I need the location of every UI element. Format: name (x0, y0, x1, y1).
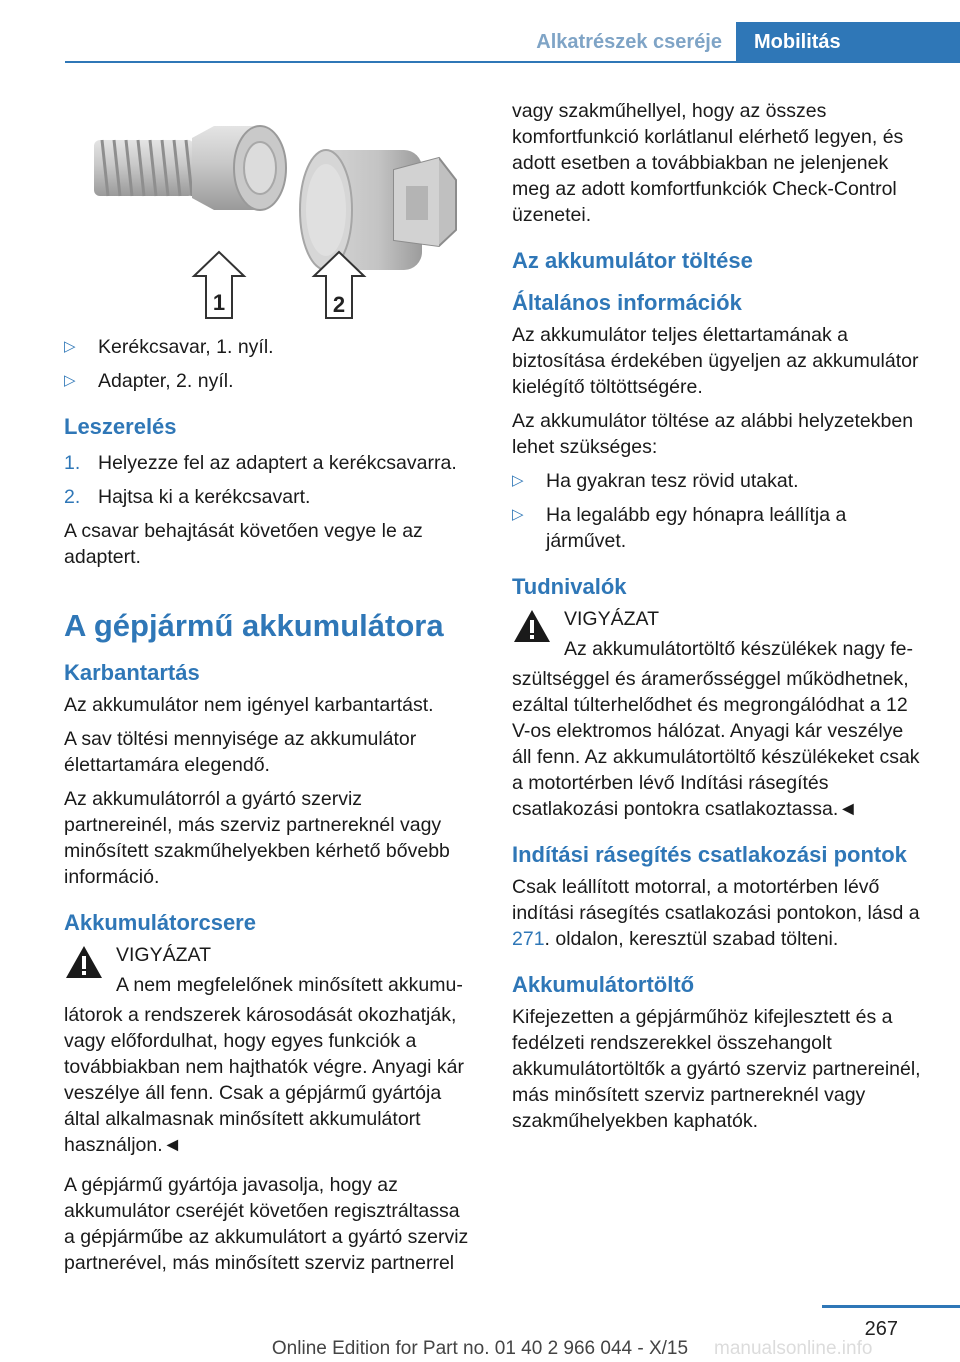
page-number: 267 (864, 1318, 898, 1340)
paragraph: Az akkumulátor nem igényel karbantartást. (64, 694, 434, 716)
list-item: 2. Hajtsa ki a kerékcsavart. (64, 486, 311, 508)
triangle-bullet-icon: ▷ (64, 338, 76, 355)
header-section-title: Alkatrészek cseréje (536, 31, 722, 53)
heading-altalanos: Általános információk (512, 290, 742, 315)
heading-akkumulatorcsere: Akkumulátorcsere (64, 910, 256, 935)
paragraph: A gépjármű gyártója javasolja, hogy az akkumulátor cseréjét követően regisztráltassa a gépjárműbe az akkumulátort a gyártó szerviz partnerével, más minősített szerviz partnerrel (64, 1174, 469, 1274)
arrow-2-label: 2 (332, 292, 346, 317)
paragraph: A csavar behajtását követően vegye le az adaptert. (64, 520, 423, 568)
warning-triangle-icon (512, 608, 552, 644)
paragraph: vagy szakműhellyel, hogy az összes komfortfunkció korlátlanul elérhető legyen, és adott esetben a továbbiakban ne jelenjenek meg az adott komfortfunkciók Check-Control üzenetei. (512, 100, 904, 226)
header-chapter-tab: Mobilitás (736, 22, 960, 62)
paragraph: Csak leállított motorral, a motortérben lévő indítási rásegítés csatlakozási pontokon, lásd a 271. oldalon, keresztül szabad tölteni. (512, 876, 920, 950)
list-item: ▷ Ha gyakran tesz rövid utakat. (512, 470, 799, 492)
wheel-bolt-illustration (64, 90, 475, 330)
paragraph: Az akkumulátor teljes élettartamának a biztosítása érdekében ügyeljen az akkumulátor kielégítő töltöttségére. (512, 324, 919, 398)
arrow-1-icon (194, 252, 244, 318)
paragraph: Az akkumulátorról a gyártó szerviz partnereinél, más szerviz partnereknél vagy minősített szakműhelyekben kérhető bővebb információ. (64, 788, 450, 888)
watermark: manualsonline.info (714, 1338, 873, 1359)
warning-block (512, 606, 923, 666)
figure-legend-list (64, 334, 475, 394)
heading-akkumulatortolto: Akkumulátortöltő (512, 972, 695, 997)
list-item: ▷ Adapter, 2. nyíl. (64, 370, 234, 392)
paragraph: Az akkumulátor töltése az alábbi helyzetekben lehet szükséges: (512, 410, 914, 458)
page-link-271[interactable]: 271 (512, 928, 545, 950)
bolt-thread (94, 140, 194, 196)
adapter (300, 150, 456, 270)
heading-tudnivalok: Tudnivalók (512, 574, 627, 599)
paragraph: A sav töltési mennyisége az akkumulátor élettartamára elegendő. (64, 728, 417, 776)
list-item: ▷ Kerékcsavar, 1. nyíl. (64, 336, 274, 358)
situations-list (512, 468, 923, 554)
paragraph: Kifejezetten a gépjárműhöz kifejlesztett és a fedélzeti rendszerekkel összehangolt akkumulátortöltők a gyártó szerviz partnereinél, más minősített szerviz partnereknél vagy szakműhelyekben kaphatók. (512, 1006, 921, 1132)
right-column (512, 90, 923, 1142)
warning-title: VIGYÁZAT (564, 608, 659, 630)
triangle-bullet-icon: ▷ (64, 372, 76, 389)
triangle-bullet-icon: ▷ (512, 472, 524, 489)
warning-block (64, 942, 475, 1002)
bolt-head (192, 126, 286, 210)
heading-inditasi: Indítási rásegítés csatlakozási pontok (512, 842, 907, 867)
warning-triangle-icon (64, 944, 104, 980)
warning-first-line: Az akkumulátortöltő készülékek nagy fe- (564, 638, 914, 660)
steps-list (64, 450, 475, 510)
warning-text: szültséggel és áramerősséggel működhetnek, ezáltal túlterhelődhet és megrongálódhat a 12 V-os elektromos hálózat. Anyagi kár veszélye áll fenn. Az akkumulátortöltő készülékeket csak a motortérben lévő Indítási rásegítés csatlakozási pontokra csatlakoztassa.◄ (512, 668, 920, 820)
list-item: 1. Helyezze fel az adaptert a kerékcsavarra. (64, 452, 457, 474)
wheel-bolt-figure (64, 90, 475, 330)
page-title: A gépjármű akkumulátora (64, 608, 444, 643)
heading-leszereles: Leszerelés (64, 414, 177, 439)
heading-toltes: Az akkumulátor töltése (512, 248, 753, 273)
list-item: ▷ Ha legalább egy hónapra leállítja a járművet. (512, 504, 847, 552)
warning-first-line: A nem megfelelőnek minősített akkumu- (116, 974, 463, 996)
edition-footer: Online Edition for Part no. 01 40 2 966 044 - X/15 (271, 1338, 689, 1359)
left-column (64, 90, 475, 1284)
triangle-bullet-icon: ▷ (512, 506, 524, 523)
warning-title: VIGYÁZAT (116, 944, 211, 966)
warning-text: látorok a rendszerek károsodását okozhatják, vagy előfordulhat, hogy egyes funkciók a továbbiakban nem hajthatók végre. Anyagi kár veszélye áll fenn. Csak a gépjármű gyártója által alkalmasnak minősített akkumulátort használjon.◄ (64, 1004, 465, 1156)
header-rule (65, 61, 960, 63)
arrow-1-label: 1 (212, 290, 226, 315)
heading-karbantartas: Karbantartás (64, 660, 200, 685)
footer-rule (822, 1305, 960, 1308)
